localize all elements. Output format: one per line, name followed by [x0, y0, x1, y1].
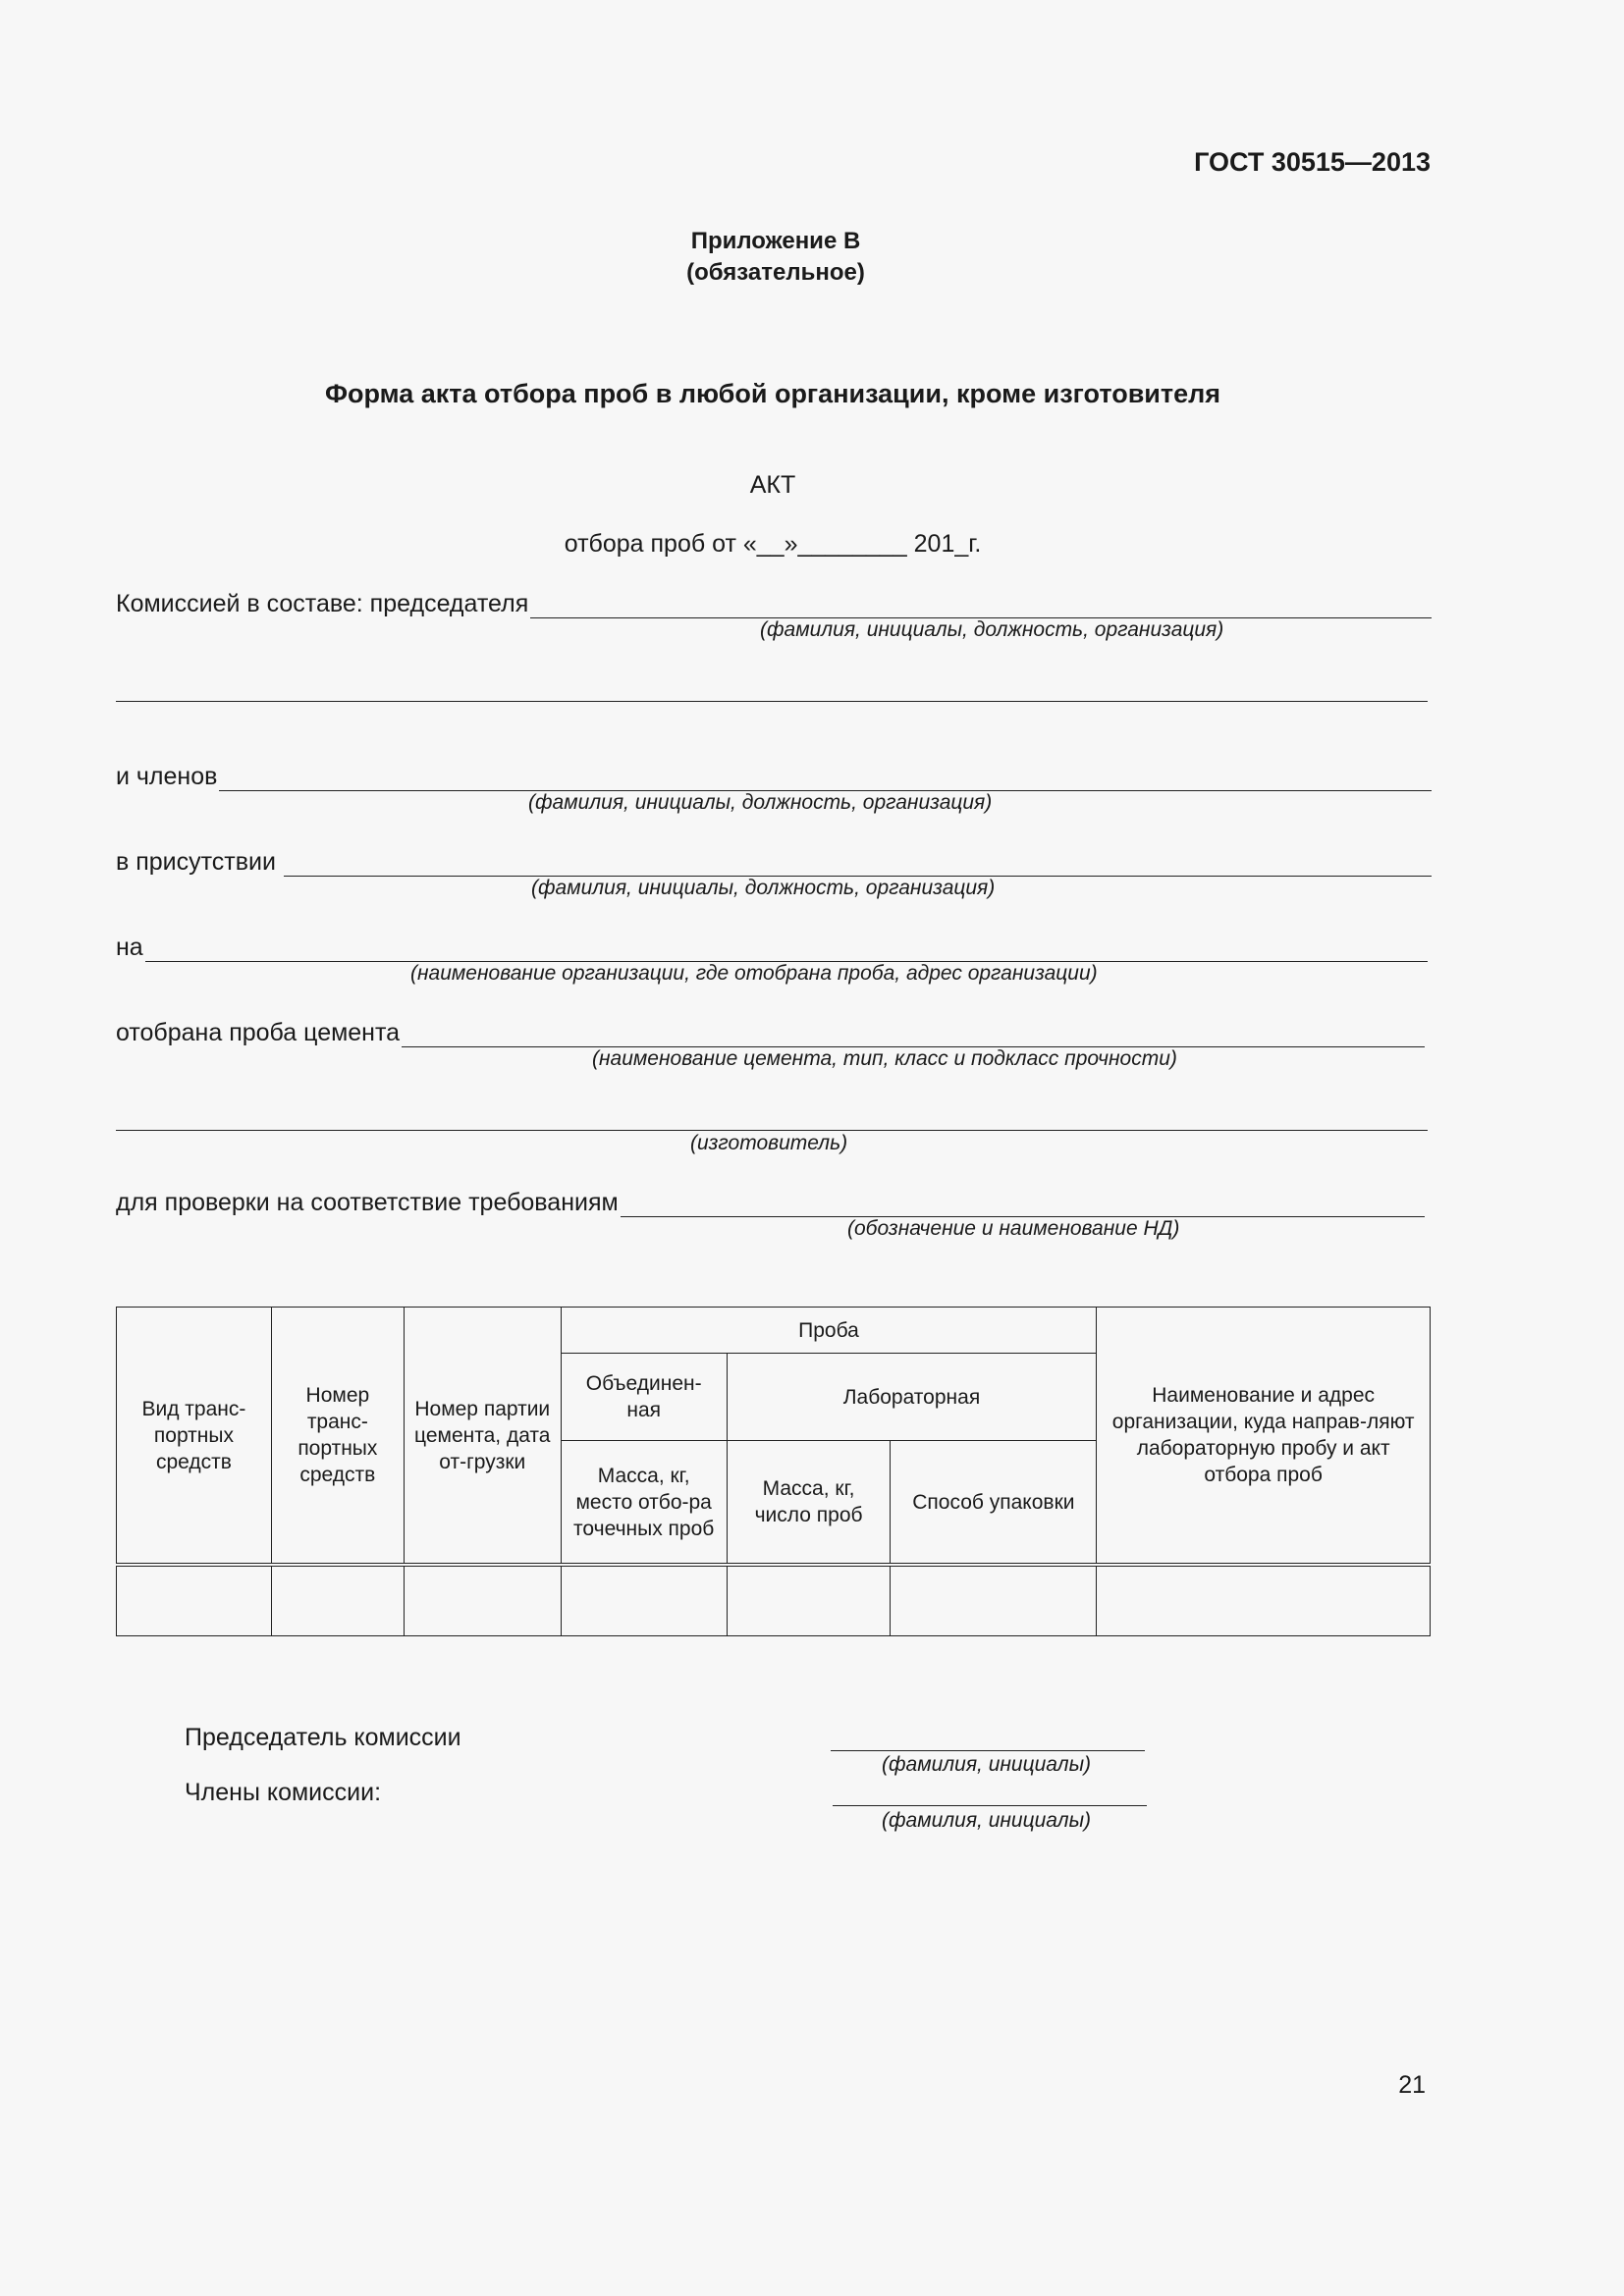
header-batch: Номер партии цемента, дата от-грузки: [404, 1308, 561, 1566]
act-heading: АКТ: [749, 471, 796, 499]
table-cell[interactable]: [117, 1565, 272, 1636]
table-cell[interactable]: [561, 1565, 727, 1636]
members-label: и членов: [116, 763, 218, 790]
form-title: Форма акта отбора проб в любой организации, кроме изготовителя: [324, 379, 1221, 408]
act-date-line: отбора проб от «__»________ 201_г.: [564, 530, 982, 558]
members-signature-line[interactable]: [833, 1805, 1147, 1806]
sampling-table: [116, 1307, 1431, 1636]
chairman-field[interactable]: [116, 579, 1432, 618]
requirements-line[interactable]: [621, 1189, 1425, 1217]
members-signature-hint: (фамилия, инициалы): [882, 1809, 1092, 1832]
header-lab-packing: Способ упаковки: [891, 1441, 1097, 1566]
table-cell[interactable]: [271, 1565, 404, 1636]
presence-hint: (фамилия, инициалы, должность, организация): [531, 877, 996, 899]
chairman-line[interactable]: [530, 590, 1432, 618]
presence-field[interactable]: [116, 837, 1432, 877]
header-laboratory: Лабораторная: [727, 1354, 1097, 1441]
cement-line[interactable]: [402, 1019, 1425, 1047]
appendix-heading: [0, 226, 1551, 289]
chairman-label: Комиссией в составе: председателя: [116, 590, 529, 617]
header-combined-mass: Масса, кг, место отбо-ра точечных проб: [561, 1441, 727, 1566]
presence-label: в присутствии: [116, 848, 276, 876]
members-field[interactable]: [116, 752, 1432, 791]
table-cell[interactable]: [404, 1565, 561, 1636]
header-transport-type: Вид транс-портных средств: [117, 1308, 272, 1566]
members-hint: (фамилия, инициалы, должность, организация): [528, 791, 993, 814]
table-cell[interactable]: [1097, 1565, 1431, 1636]
page-number: 21: [1398, 2071, 1426, 2099]
table-cell[interactable]: [891, 1565, 1097, 1636]
cement-field[interactable]: [116, 1008, 1425, 1047]
requirements-field[interactable]: [116, 1178, 1425, 1217]
table-cell[interactable]: [727, 1565, 891, 1636]
appendix-title: Приложение В: [690, 228, 861, 254]
header-transport-number: Номер транс-портных средств: [271, 1308, 404, 1566]
chairman-continuation-line[interactable]: [116, 701, 1428, 702]
header-destination: Наименование и адрес организации, куда направ-ляют лабораторную пробу и акт отбора проб: [1097, 1308, 1431, 1566]
cement-hint: (наименование цемента, тип, класс и подкласс прочности): [592, 1047, 1177, 1070]
header-lab-mass: Масса, кг, число проб: [727, 1441, 891, 1566]
members-line[interactable]: [219, 763, 1432, 791]
standard-code: ГОСТ 30515—2013: [1194, 147, 1431, 177]
cement-label: отобрана проба цемента: [116, 1019, 401, 1046]
header-combined: Объединен-ная: [561, 1354, 727, 1441]
presence-line[interactable]: [284, 848, 1432, 877]
manufacturer-line[interactable]: [116, 1130, 1428, 1131]
header-sample-group: Проба: [561, 1308, 1097, 1354]
requirements-hint: (обозначение и наименование НД): [847, 1217, 1180, 1240]
manufacturer-hint: (изготовитель): [690, 1132, 848, 1154]
chairman-signature-hint: (фамилия, инициалы): [882, 1753, 1092, 1776]
appendix-status: (обязательное): [686, 259, 865, 286]
members-signature-label: Члены комиссии:: [185, 1779, 382, 1806]
chairman-hint: (фамилия, инициалы, должность, организация): [760, 618, 1224, 641]
organization-label: на: [116, 934, 143, 961]
requirements-label: для проверки на соответствие требованиям: [116, 1189, 619, 1216]
table-row: [117, 1565, 1431, 1636]
chairman-signature-label: Председатель комиссии: [185, 1724, 461, 1751]
organization-line[interactable]: [145, 934, 1428, 962]
organization-hint: (наименование организации, где отобрана проба, адрес организации): [410, 962, 1098, 985]
chairman-signature-line[interactable]: [831, 1750, 1145, 1751]
organization-field[interactable]: [116, 923, 1428, 962]
